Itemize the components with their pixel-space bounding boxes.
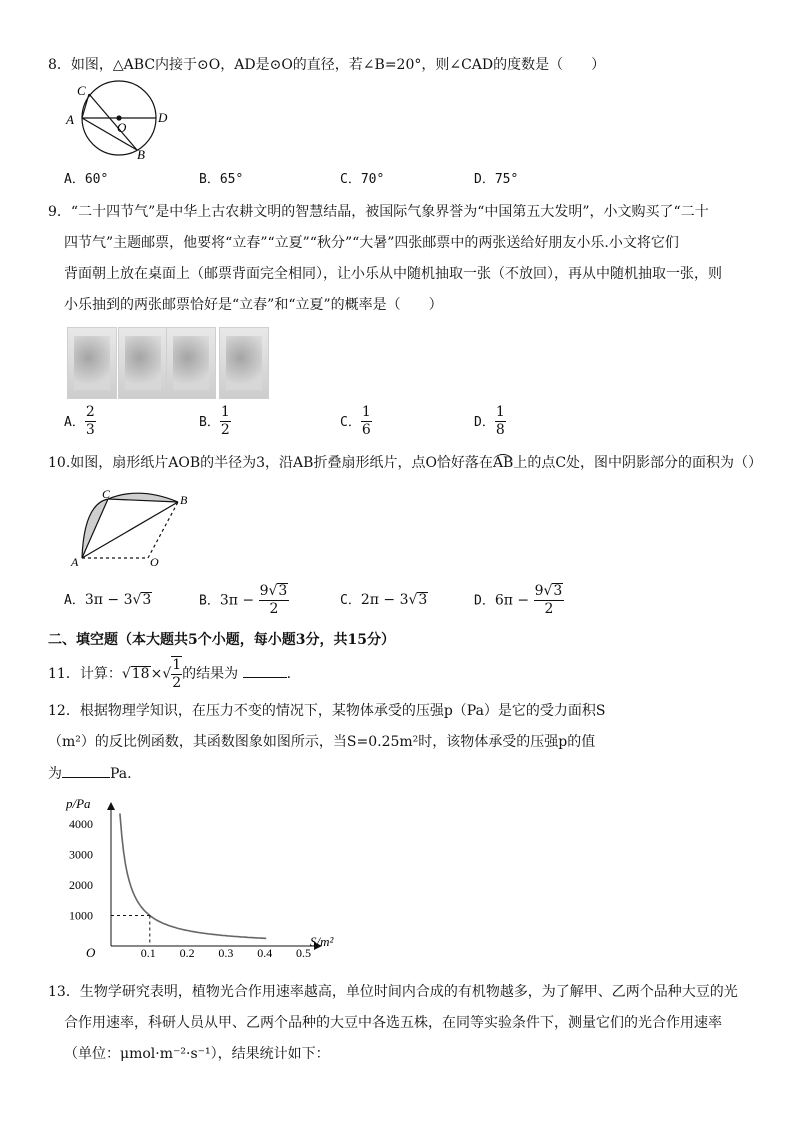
q10-option-a-label: A． <box>64 593 85 608</box>
stamp-image-3 <box>166 327 216 399</box>
x-tick-label: 0.3 <box>218 946 234 960</box>
q13-line1: 13．生物学研究表明，植物光合作用速率越高，单位时间内合成的有机物越多，为了解甲、乙两个品种大豆的光 <box>48 984 738 1000</box>
label-o: O <box>117 120 127 135</box>
q8-option-c[interactable]: C．70° <box>340 172 385 187</box>
q10-b-text: 3π − <box>219 592 259 609</box>
q9-line2: 四节气”主题邮票，他要将“立春”“立夏”“秋分”“大暑”四张邮票中的两张送给好朋友小乐.小文将它们 <box>64 235 679 251</box>
q10-option-c-label: C． <box>340 593 361 608</box>
q10-option-a[interactable]: A．3π − 3√3 <box>64 592 152 608</box>
q9-d-num: 1 <box>495 404 505 420</box>
q12-line1: 12．根据物理学知识，在压力不变的情况下，某物体承受的压强p（Pa）是它的受力面积S <box>48 703 606 719</box>
q10-arc-ab: AB <box>492 455 514 471</box>
q10-option-b[interactable]: B．3π − $\frac{9√3}{2}$ <box>199 583 288 617</box>
q9-option-a-label: A． <box>64 415 85 430</box>
q10-option-b-label: B． <box>199 593 220 609</box>
q11-den: 2 <box>172 675 182 691</box>
q9-option-c-label: C． <box>340 415 361 430</box>
q10-a-text: 3π − 3 <box>84 592 133 608</box>
q12-inverse-function-graph <box>56 792 356 962</box>
graph-ylabel: p/Pa <box>66 796 91 811</box>
q10-c-text: 2π − 3 <box>360 592 409 608</box>
q9-option-d-label: D． <box>474 415 495 430</box>
q9-a-den: 3 <box>85 422 95 438</box>
q11-num: 1 <box>172 657 182 673</box>
label-b: B <box>180 493 188 507</box>
q12-line2: （m²）的反比例函数，其函数图象如图所示，当S=0.25m²时，该物体承受的压强p的值 <box>48 734 596 750</box>
q12-line3-suffix: Pa. <box>110 766 132 782</box>
section-heading: 二、填空题（本大题共5个小题，每小题3分，共15分） <box>48 632 395 648</box>
q8-option-a[interactable]: A．60° <box>64 172 109 187</box>
q11-answer-blank[interactable] <box>243 666 287 678</box>
q13-line2: 合作用速率，科研人员从甲、乙两个品种的大豆中各选五株，在同等实验条件下，测量它们的光合作用速率 <box>64 1015 722 1031</box>
q9-b-num: 1 <box>220 404 230 420</box>
q10-stem <box>48 454 762 470</box>
q9-d-den: 8 <box>495 422 505 438</box>
label-o: O <box>150 555 159 568</box>
label-c: C <box>77 83 86 98</box>
q11-prefix: 11．计算： <box>48 666 122 682</box>
inverse-curve <box>120 813 266 938</box>
x-tick-label: 0.2 <box>179 946 195 960</box>
y-tick-label: 2000 <box>69 878 93 892</box>
q10-stem-a: 10.如图，扇形纸片AOB的半径为3，沿AB折叠扇形纸片，点O恰好落在 <box>48 455 493 471</box>
q9-c-num: 1 <box>361 404 371 420</box>
q10-stem-b: 上的点C处，图中阴影部分的面积为（） <box>513 455 763 471</box>
q10-a-root: 3 <box>142 592 152 608</box>
q8-stem: 8．如图，△ABC内接于⊙O，AD是⊙O的直径，若∠B=20°，则∠CAD的度数是（ ） <box>48 57 606 73</box>
q9-b-den: 2 <box>220 422 230 438</box>
q8-option-d[interactable]: D．75° <box>474 172 519 187</box>
x-tick-label: 0.1 <box>140 946 156 960</box>
q13-line3: （单位：μmol·m⁻²·s⁻¹），结果统计如下： <box>64 1046 330 1062</box>
q9-line3: 背面朝上放在桌面上（邮票背面完全相同），让小乐从中随机抽取一张（不放回），再从中随机抽取一张，则 <box>64 266 722 282</box>
x-tick-label: 0.5 <box>296 946 311 960</box>
q10-d-root: 3 <box>553 583 563 599</box>
q12-line3 <box>48 766 132 781</box>
x-tick-label: 0.4 <box>257 946 273 960</box>
q10-option-d[interactable]: D．6π − $\frac{9√3}{2}$ <box>474 583 563 617</box>
label-d: D <box>158 110 168 125</box>
q9-option-b-label: B． <box>199 415 220 430</box>
q10-c-root: 3 <box>418 592 428 608</box>
label-a: A <box>66 112 74 127</box>
q10-d-coef: 9 <box>534 583 544 599</box>
q10-b-coef: 9 <box>259 583 269 599</box>
y-tick-label: 1000 <box>69 908 93 923</box>
label-c: C <box>102 490 111 501</box>
y-tick-label: 3000 <box>69 847 93 862</box>
q12-answer-blank[interactable] <box>62 766 110 778</box>
q9-option-c[interactable] <box>340 404 372 439</box>
q10-b-den: 2 <box>269 601 279 617</box>
q11-times: × <box>150 666 163 682</box>
q11-suffix: 的结果为 <box>182 666 239 682</box>
q11-end: . <box>286 666 292 682</box>
graph-xlabel: S/m² <box>310 934 334 949</box>
q10-option-d-label: D． <box>474 593 495 609</box>
q9-option-b[interactable] <box>199 404 231 439</box>
stamp-image-4 <box>219 327 269 399</box>
stamp-image-2 <box>118 327 168 399</box>
q10-option-c[interactable]: C．2π − 3√3 <box>340 592 428 608</box>
q10-sector-figure <box>68 490 196 568</box>
q9-option-a[interactable] <box>64 404 96 439</box>
q10-d-text: 6π − <box>494 592 534 609</box>
stamp-image-1 <box>67 327 117 399</box>
q8-circle-figure <box>62 80 182 162</box>
q10-b-root: 3 <box>278 583 288 599</box>
q9-line4: 小乐抽到的两张邮票恰好是“立春”和“立夏”的概率是（ ） <box>64 297 443 313</box>
label-a: A <box>71 555 79 568</box>
q11: 11．计算：√18×√ $\frac{1}{2}$ 的结果为 . <box>48 657 292 691</box>
q9-c-den: 6 <box>361 422 371 438</box>
q9-line1: 9．“二十四节气”是中华上古农耕文明的智慧结晶，被国际气象界誉为“中国第五大发明”，小文购买了“二十 <box>48 204 709 220</box>
q9-option-d[interactable] <box>474 404 506 439</box>
q11-root1: 18 <box>131 666 150 682</box>
y-tick-label: 4000 <box>69 817 93 831</box>
graph-origin: O <box>86 945 96 960</box>
q12-line3-prefix: 为 <box>48 766 62 782</box>
q8-option-b[interactable]: B．65° <box>199 172 244 187</box>
label-b: B <box>137 147 145 162</box>
q9-a-num: 2 <box>85 404 95 420</box>
q10-d-den: 2 <box>544 601 554 617</box>
